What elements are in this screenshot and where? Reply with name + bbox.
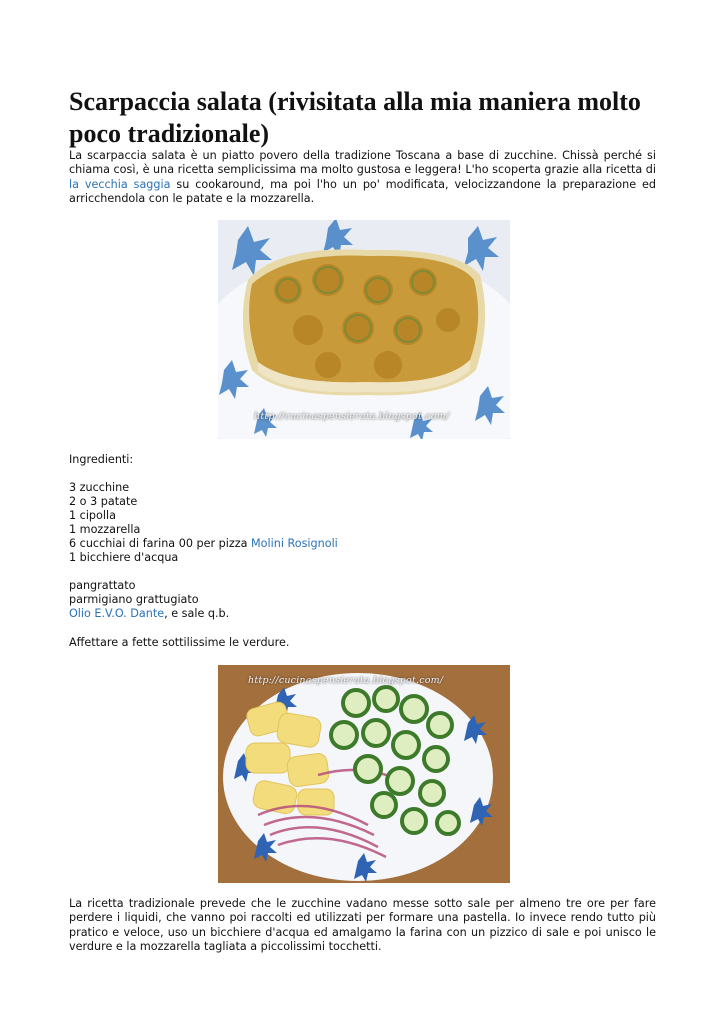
scarpaccia-photo: [218, 220, 510, 439]
vecchia-saggia-link[interactable]: la vecchia saggia: [69, 177, 171, 191]
oil-text: , e sale q.b.: [164, 607, 230, 620]
step-slice-vegetables: Affettare a fette sottilissime le verdure.: [69, 636, 290, 649]
molini-rosignoli-link[interactable]: Molini Rosignoli: [251, 537, 338, 550]
intro-text-end: su cookaround, ma poi l'ho un po' modificata, velocizzandone la preparazione ed arricchendola con le patate e la mozzarella.: [69, 177, 656, 205]
vegetables-photo-image: [218, 665, 510, 883]
vegetables-photo: [218, 665, 510, 883]
ingredient-item: parmigiano grattugiato: [69, 593, 199, 606]
flour-text: 6 cucchiai di farina 00 per pizza: [69, 537, 252, 550]
ingredient-item: 1 mozzarella: [69, 523, 141, 536]
ingredient-item: 3 zucchine: [69, 481, 130, 494]
ingredient-item: 2 o 3 patate: [69, 495, 138, 508]
photo-watermark: http://cucinaspensierata.blogspot.com/: [254, 411, 450, 422]
intro-text: La scarpaccia salata è un piatto povero della tradizione Toscana a base di zucchine. Chissà perché si chiama così, è una ricetta semplicissima ma molto gustosa e leggera! L'ho scoperta grazie alla ricetta di: [69, 149, 656, 177]
ingredient-item: 1 cipolla: [69, 509, 116, 522]
photo-watermark: http://cucinaspensierata.blogspot.com/: [248, 675, 444, 686]
olio-dante-link[interactable]: Olio E.V.O. Dante: [69, 607, 165, 620]
ingredient-item: 1 bicchiere d'acqua: [69, 551, 179, 564]
page-title: Scarpaccia salata (rivisitata alla mia maniera molto poco tradizionale): [69, 87, 641, 148]
ingredient-item: [69, 607, 229, 621]
ingredient-item: [69, 537, 338, 551]
step-traditional-recipe: La ricetta tradizionale prevede che le zucchine vadano messe sotto sale per almeno tre ore per fare perdere i liquidi, che vanno poi raccolti ed utilizzati per formare una pastella. Io invece rendo tutto più pratico e veloce, uso un bicchiere d'acqua ed amalgamo la farina con un pizzico di sale e poi unisco le verdure e la mozzarella tagliata a piccolissimi tocchetti.: [69, 897, 656, 953]
scarpaccia-photo-image: [218, 220, 510, 439]
intro-paragraph: [69, 149, 656, 206]
ingredients-heading: Ingredienti:: [69, 453, 134, 466]
ingredient-item: pangrattato: [69, 579, 136, 592]
